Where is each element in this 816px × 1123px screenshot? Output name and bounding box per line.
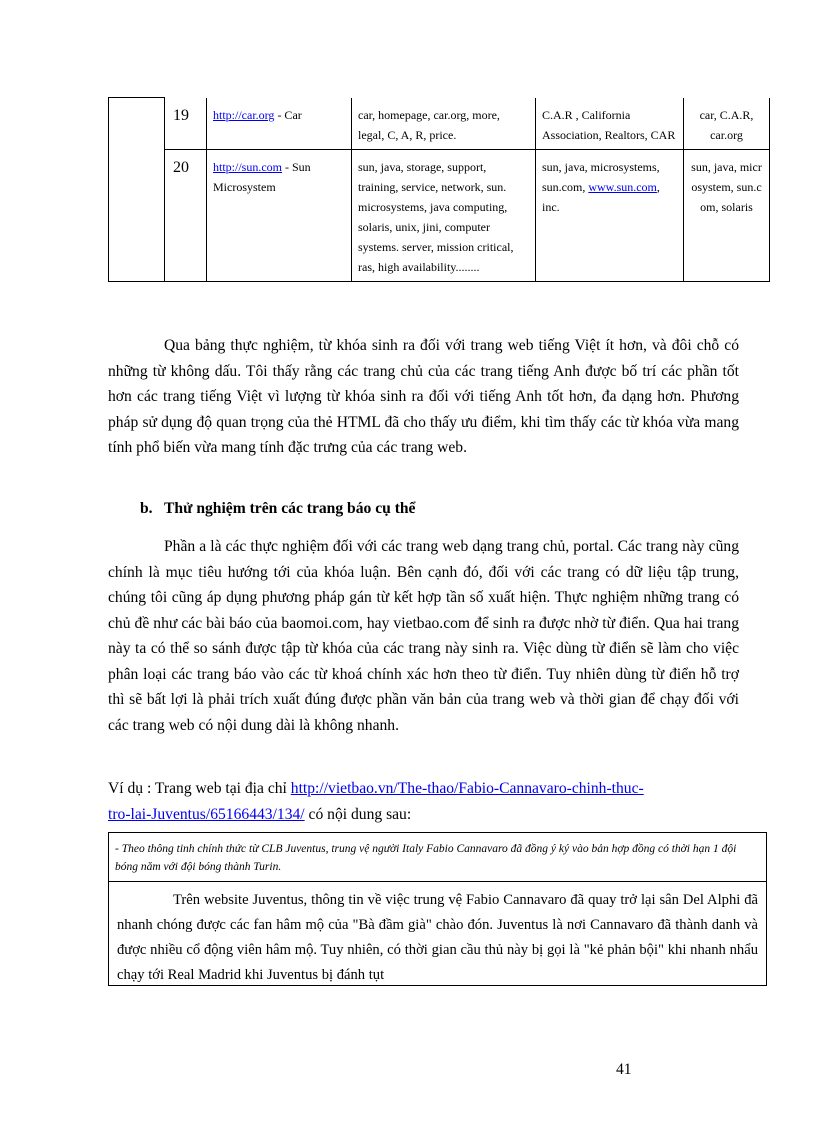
meta-link[interactable]: www.sun.com (588, 179, 657, 194)
site-cell (207, 98, 352, 150)
keywords-cell: car, homepage, car.org, more, legal, C, A, R, price. (352, 98, 536, 150)
article-caption: - Theo thông tinh chính thức từ CLB Juventus, trung vệ người Italy Fabio Cannavaro đã đồng ý ký vào bản hợp đồng có thời hạn 1 đội bóng năm với đội bóng thành Turin. (109, 833, 766, 882)
keyword-table (108, 97, 770, 282)
site-name: - Car (274, 107, 302, 122)
table-row (109, 149, 770, 281)
meta-cell: C.A.R , California Association, Realtors, CAR (536, 98, 684, 150)
example-line (108, 776, 739, 827)
meta-cell (536, 149, 684, 281)
section-heading (140, 500, 415, 518)
tags-cell: sun, java, microsystem, sun.com, solaris (684, 149, 770, 281)
site-name: - Sun Microsystem (213, 159, 311, 194)
example-suffix: có nội dung sau: (304, 805, 412, 823)
site-link[interactable]: http://sun.com (213, 159, 282, 174)
row-number: 19 (165, 98, 207, 150)
article-body: Trên website Juventus, thông tin về việc trung vệ Fabio Cannavaro đã quay trở lại sân Del Alphi đã nhanh chóng được các fan hâm mộ của "Bà đầm già" chào đón. Juventus là nơi Cannavaro đã thành danh và được nhiều cổ động viên hâm mộ. Tuy nhiên, có thời gian cầu thủ này bị gọi là "kẻ phản bội" khi nhanh nhẩu chạy tới Real Madrid khi Juventus bị đánh tụt (117, 892, 758, 983)
meta-text: sun, java, microsystems, sun.com, (542, 159, 660, 194)
table-side-cell (109, 98, 165, 282)
tags-cell: car, C.A.R, car.org (684, 98, 770, 150)
quoted-article-box (108, 832, 767, 986)
table-row (109, 98, 770, 150)
meta-suffix: , inc. (542, 179, 660, 214)
example-prefix: Ví dụ : Trang web tại địa chỉ (108, 780, 291, 797)
paragraph-results: Qua bảng thực nghiệm, từ khóa sinh ra đối với trang web tiếng Việt ít hơn, và đôi chỗ có những từ không dấu. Tôi thấy rằng các trang chủ của các trang tiếng Anh được bố trí các phần tốt hơn các trang tiếng Việt vì lượng từ khóa sinh ra đối với tiếng Anh tốt hơn, đa dạng hơn. Phương pháp sử dụng độ quan trọng của thẻ HTML đã cho thấy ưu điểm, khi tìm thấy các từ khóa vừa mang tính phổ biến vừa mang tính đặc trưng của các trang web. (108, 337, 739, 456)
section-title: Thử nghiệm trên các trang báo cụ thể (164, 500, 416, 517)
row-number: 20 (165, 149, 207, 281)
keywords-cell: sun, java, storage, support, training, service, network, sun. microsystems, java computing, solaris, unix, jini, computer systems. server, mission critical, ras, high availability........ (352, 149, 536, 281)
section-label: b. (140, 500, 153, 517)
site-cell (207, 149, 352, 281)
site-link[interactable]: http://car.org (213, 107, 275, 122)
page-number: 41 (616, 1061, 632, 1078)
paragraph-newspapers: Phần a là các thực nghiệm đối với các trang web dạng trang chủ, portal. Các trang này cũng chính là mục tiêu hướng tới của khóa luận. Bên cạnh đó, đối với các trang có dữ liệu tập trung, chúng tôi cũng áp dụng phương pháp gán từ kết hợp tần số xuất hiện. Thực nghiệm những trang có chủ đề như các bài báo của baomoi.com, hay vietbao.com để sinh ra được nhờ từ điển. Qua hai trang này ta có thể so sánh được tập từ khóa của các trang này sinh ra. Việc dùng từ điển sẽ làm cho việc phân loại các trang báo vào các từ khoá chính xác hơn theo từ điển. Tuy nhiên dùng từ điển hỗ trợ thì sẽ bất lợi là phải trích xuất đúng được phần văn bản của trang web và thời gian để chạy đối với các trang web có nội dung dài là không nhanh. (108, 538, 739, 734)
example-url[interactable]: http://vietbao.vn/The-thao/Fabio-Cannavaro-chinh-thuc- tro-lai-Juventus/65166443/134/ (108, 780, 644, 823)
